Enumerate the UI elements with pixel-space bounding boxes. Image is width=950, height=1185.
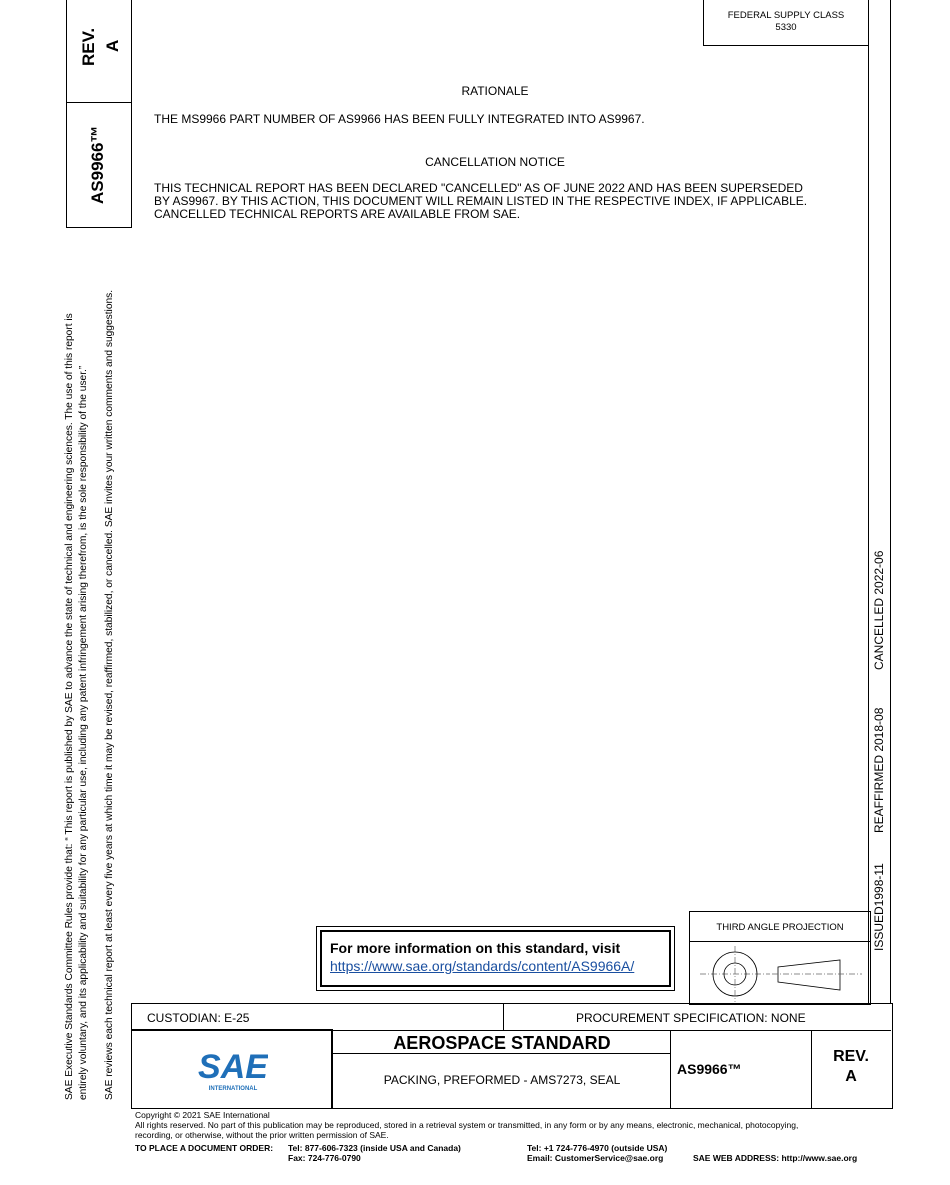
fax: Fax: 724-776-0790 bbox=[288, 1153, 361, 1163]
order-contact-us bbox=[288, 1143, 461, 1163]
cancellation-line-1: THIS TECHNICAL REPORT HAS BEEN DECLARED "CANCELLED" AS OF JUNE 2022 AND HAS BEEN SUPERSEDED bbox=[154, 181, 803, 195]
rationale-heading: RATIONALE bbox=[461, 84, 529, 98]
order-contact-intl bbox=[527, 1143, 667, 1163]
issued-date: ISSUED1998-11 bbox=[872, 863, 886, 951]
rights-line-1: All rights reserved. No part of this publication may be reproduced, stored in a retrieval system or transmitted, in any form or by any means, electronic, mechanical, photocopying, bbox=[135, 1120, 799, 1130]
cancellation-line-2: BY AS9967. BY THIS ACTION, THIS DOCUMENT WILL REMAIN LISTED IN THE RESPECTIVE INDEX, IF APPLICABLE. bbox=[154, 194, 808, 208]
standard-link[interactable]: https://www.sae.org/standards/content/AS9966A/ bbox=[330, 958, 635, 974]
notice-line-2: entirely voluntary, and its applicability and suitability for any particular use, including any patent infringement arising therefrom, is the sole responsibility of the user.” bbox=[78, 365, 89, 1100]
email[interactable]: Email: CustomerService@sae.org bbox=[527, 1153, 664, 1163]
cancellation-line-3: CANCELLED TECHNICAL REPORTS ARE AVAILABLE FROM SAE. bbox=[154, 207, 521, 221]
tel-intl: Tel: +1 724-776-4970 (outside USA) bbox=[527, 1143, 668, 1153]
footer bbox=[135, 1110, 895, 1140]
copyright: Copyright © 2021 SAE International bbox=[135, 1110, 270, 1120]
fsc-value: 5330 bbox=[775, 22, 797, 33]
table-rev-value: A bbox=[845, 1068, 857, 1085]
rights-line-2: recording, or otherwise, without the prior written permission of SAE. bbox=[135, 1130, 389, 1140]
third-angle-projection bbox=[689, 911, 871, 1005]
table-rev bbox=[812, 1047, 890, 1087]
doc-number-vertical: AS9966™ bbox=[88, 125, 107, 204]
cancelled-date: CANCELLED 2022-06 bbox=[872, 550, 886, 670]
order-label: TO PLACE A DOCUMENT ORDER: bbox=[135, 1143, 274, 1153]
projection-label: THIRD ANGLE PROJECTION bbox=[716, 922, 844, 933]
tel-us: Tel: 877-606-7323 (inside USA and Canada) bbox=[288, 1143, 461, 1153]
sae-logo-mark-icon bbox=[198, 1044, 268, 1092]
cancellation-heading: CANCELLATION NOTICE bbox=[425, 155, 565, 169]
info-box bbox=[316, 926, 675, 991]
notice-line-3: SAE reviews each technical report at least every five years at which time it may be revised, reaffirmed, stabilized, or cancelled. SAE invites your written comments and suggestions. bbox=[104, 289, 115, 1100]
procurement-spec: PROCUREMENT SPECIFICATION: NONE bbox=[576, 1011, 806, 1025]
rev-value-vertical: A bbox=[103, 39, 122, 52]
info-title: For more information on this standard, visit bbox=[330, 940, 621, 956]
fsc-label: FEDERAL SUPPLY CLASS bbox=[727, 10, 845, 21]
custodian: CUSTODIAN: E-25 bbox=[147, 1011, 250, 1025]
notice-line-1: SAE Executive Standards Committee Rules provide that: “ This report is published by SAE to advance the state of technical and engineering sciences. The use of this report is bbox=[64, 313, 75, 1100]
svg-text:SAE: SAE bbox=[198, 1048, 268, 1086]
right-border-inner bbox=[868, 0, 869, 1003]
rationale-text: THE MS9966 PART NUMBER OF AS9966 HAS BEEN FULLY INTEGRATED INTO AS9967. bbox=[154, 112, 645, 126]
cancellation-text bbox=[154, 182, 807, 221]
federal-supply-class bbox=[703, 0, 869, 46]
table-rev-label: REV. bbox=[833, 1048, 869, 1065]
document-title: PACKING, PREFORMED - AMS7273, SEAL bbox=[383, 1073, 621, 1087]
svg-text:INTERNATIONAL: INTERNATIONAL bbox=[208, 1086, 258, 1092]
web-address[interactable]: SAE WEB ADDRESS: http://www.sae.org bbox=[693, 1153, 858, 1163]
projection-symbol-icon bbox=[690, 942, 870, 1004]
table-doc-number: AS9966™ bbox=[677, 1061, 742, 1077]
order-info bbox=[135, 1143, 273, 1153]
reaffirmed-date: REAFFIRMED 2018-08 bbox=[872, 707, 886, 833]
standard-type: AEROSPACE STANDARD bbox=[393, 1033, 611, 1053]
sae-logo bbox=[198, 1044, 268, 1092]
rev-label-vertical: REV. bbox=[79, 27, 98, 66]
right-border-outer bbox=[890, 0, 891, 1003]
